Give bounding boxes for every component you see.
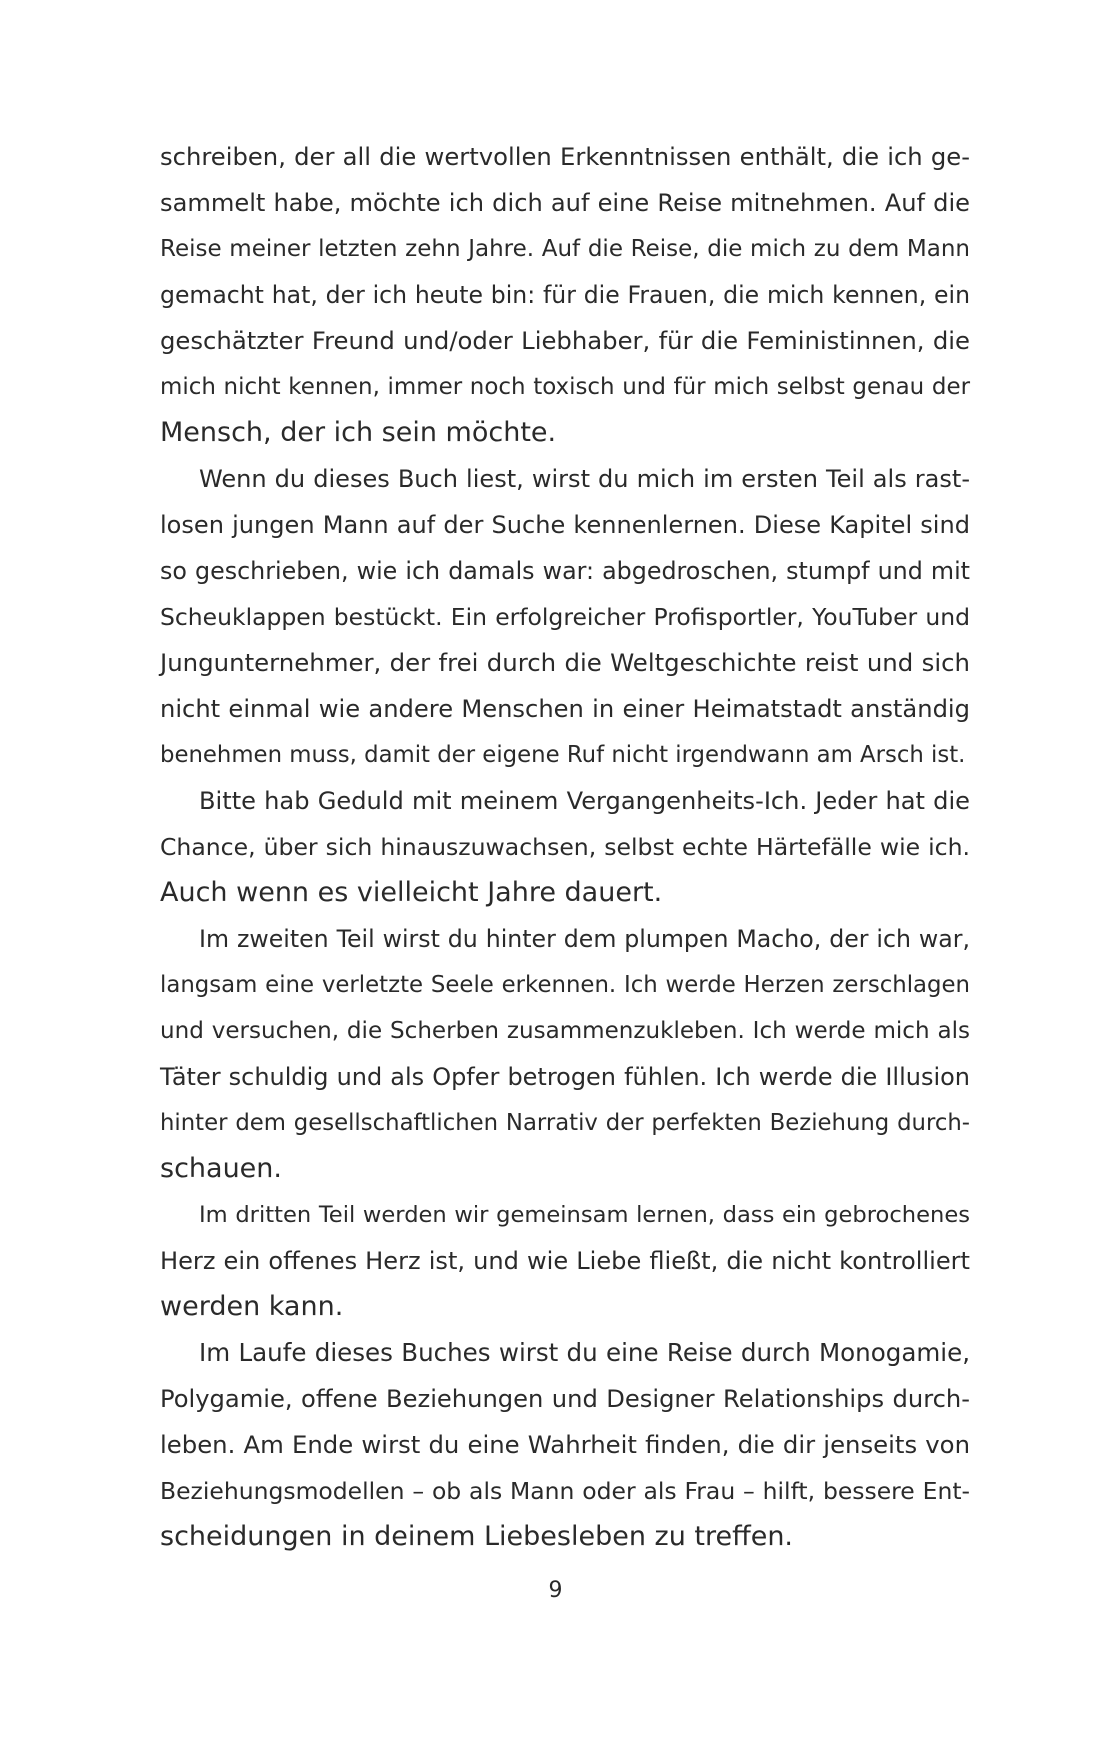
text-line: Auch wenn es vielleicht Jahre dauert.: [160, 877, 663, 908]
paragraph-4: [160, 916, 970, 1192]
text-line: mich nicht kennen, immer noch toxisch und für mich selbst genau der: [160, 374, 970, 400]
text-line: Wenn du dieses Buch liest, wirst du mich im ersten Teil als rast-: [199, 465, 970, 493]
text-line: Täter schuldig und als Opfer betrogen fühlen. Ich werde die Illusion: [160, 1063, 970, 1091]
text-line: Jungunternehmer, der frei durch die Weltgeschichte reist und sich: [160, 648, 970, 677]
text-line: langsam eine verletzte Seele erkennen. Ich werde Herzen zerschlagen: [160, 972, 970, 998]
text-line: Herz ein offenes Herz ist, und wie Liebe fließt, die nicht kontrolliert: [160, 1247, 970, 1275]
body-text: [160, 134, 970, 1560]
text-line: Im zweiten Teil wirst du hinter dem plumpen Macho, der ich war,: [199, 925, 970, 953]
text-line: Scheuklappen bestückt. Ein erfolgreicher Profisportler, YouTuber und: [160, 603, 970, 631]
text-line: gemacht hat, der ich heute bin: für die Frauen, die mich kennen, ein: [160, 281, 970, 309]
paragraph-1: [160, 134, 970, 456]
paragraph-6: [160, 1330, 970, 1560]
text-line: schauen.: [160, 1153, 282, 1184]
paragraph-2: [160, 456, 970, 778]
page-number: 9: [548, 1578, 563, 1603]
text-line: geschätzter Freund und/oder Liebhaber, für die Feministinnen, die: [160, 326, 970, 355]
text-line: hinter dem gesellschaftlichen Narrativ der perfekten Beziehung durch-: [160, 1110, 970, 1136]
text-line: und versuchen, die Scherben zusammenzukleben. Ich werde mich als: [160, 1018, 970, 1044]
text-line: sammelt habe, möchte ich dich auf eine Reise mitnehmen. Auf die: [160, 189, 970, 217]
text-line: Im Laufe dieses Buches wirst du eine Reise durch Monogamie,: [199, 1338, 970, 1367]
paragraph-3: [160, 778, 970, 916]
text-line: Chance, über sich hinauszuwachsen, selbst echte Härtefälle wie ich.: [160, 833, 970, 861]
text-line: leben. Am Ende wirst du eine Wahrheit finden, die dir jenseits von: [160, 1430, 970, 1459]
text-line: Polygamie, offene Beziehungen und Designer Relationships durch-: [160, 1385, 970, 1413]
text-line: Reise meiner letzten zehn Jahre. Auf die Reise, die mich zu dem Mann: [160, 236, 970, 262]
text-line: schreiben, der all die wertvollen Erkenntnissen enthält, die ich ge-: [160, 142, 970, 171]
text-line: Im dritten Teil werden wir gemeinsam lernen, dass ein gebrochenes: [199, 1202, 970, 1228]
paragraph-5: [160, 1192, 970, 1330]
text-line: Mensch, der ich sein möchte.: [160, 417, 557, 448]
text-line: Bitte hab Geduld mit meinem Vergangenheits-Ich. Jeder hat die: [199, 787, 970, 815]
text-line: losen jungen Mann auf der Suche kennenlernen. Diese Kapitel sind: [160, 511, 970, 539]
text-line: benehmen muss, damit der eigene Ruf nicht irgendwann am Arsch ist.: [160, 742, 966, 768]
text-line: werden kann.: [160, 1291, 344, 1322]
text-line: so geschrieben, wie ich damals war: abgedroschen, stumpf und mit: [160, 557, 970, 585]
text-line: nicht einmal wie andere Menschen in einer Heimatstadt anständig: [160, 695, 970, 723]
text-line: scheidungen in deinem Liebesleben zu treffen.: [160, 1521, 794, 1552]
text-line: Beziehungsmodellen – ob als Mann oder als Frau – hilft, bessere Ent-: [160, 1477, 970, 1505]
